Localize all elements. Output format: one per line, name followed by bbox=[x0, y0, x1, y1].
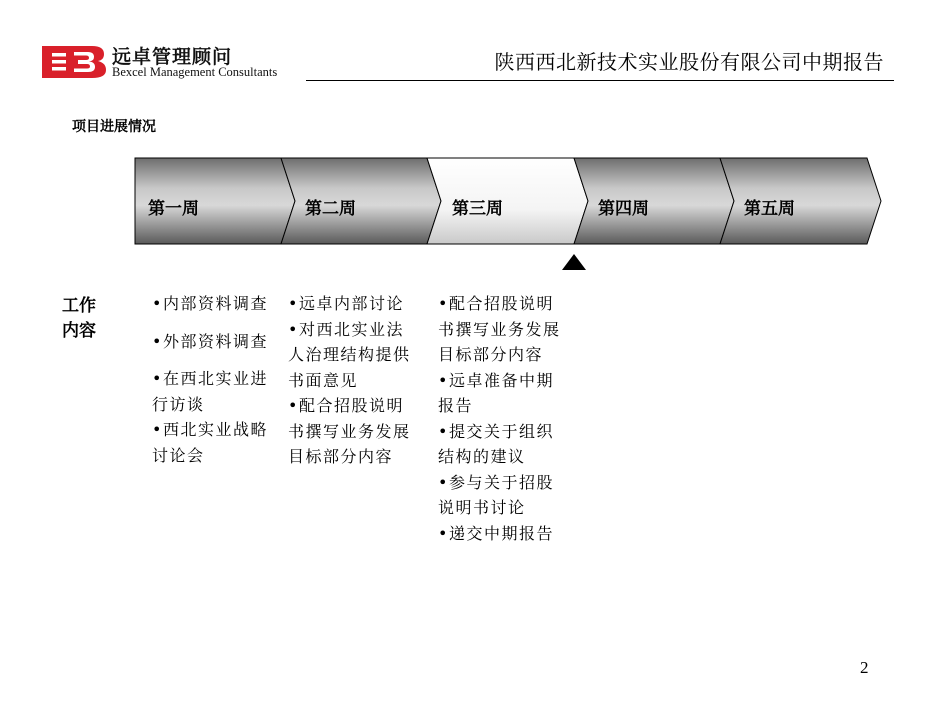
brand-name-en: Bexcel Management Consultants bbox=[112, 65, 278, 79]
current-week-marker-icon bbox=[562, 254, 586, 270]
week-1-tasks bbox=[152, 291, 274, 468]
task-item: •递交中期报告 bbox=[438, 523, 554, 543]
work-content-label: 工作内容 bbox=[62, 296, 96, 341]
task-item: •远卓准备中期报告 bbox=[438, 370, 554, 415]
week-3-label: 第三周 bbox=[452, 199, 503, 219]
brand-name-cn: 远卓管理顾问 bbox=[112, 46, 233, 68]
week-2-tasks bbox=[288, 291, 418, 470]
week-2-label: 第二周 bbox=[305, 199, 356, 219]
week-timeline bbox=[0, 0, 950, 290]
task-item: •对西北实业法人治理结构提供书面意见 bbox=[288, 319, 411, 390]
task-item: •内部资料调查 bbox=[152, 294, 268, 313]
report-title: 陕西西北新技术实业股份有限公司中期报告 bbox=[494, 50, 884, 74]
task-item: •配合招股说明书撰写业务发展目标部分内容 bbox=[438, 294, 561, 364]
week-3-tasks bbox=[438, 291, 568, 546]
task-item: •西北实业战略讨论会 bbox=[152, 420, 268, 465]
page-number: 2 bbox=[860, 658, 869, 677]
week-4-label: 第四周 bbox=[598, 199, 649, 219]
task-item: •远卓内部讨论 bbox=[288, 294, 404, 313]
week-1-label: 第一周 bbox=[148, 199, 199, 219]
task-item: •参与关于招股说明书讨论 bbox=[438, 472, 554, 517]
task-item: •外部资料调查 bbox=[152, 331, 268, 351]
task-item: •提交关于组织结构的建议 bbox=[438, 421, 554, 466]
task-item: •配合招股说明书撰写业务发展目标部分内容 bbox=[288, 396, 411, 466]
task-item: •在西北实业进行访谈 bbox=[152, 369, 268, 414]
section-title: 项目进展情况 bbox=[72, 119, 156, 135]
week-5-label: 第五周 bbox=[744, 199, 795, 219]
